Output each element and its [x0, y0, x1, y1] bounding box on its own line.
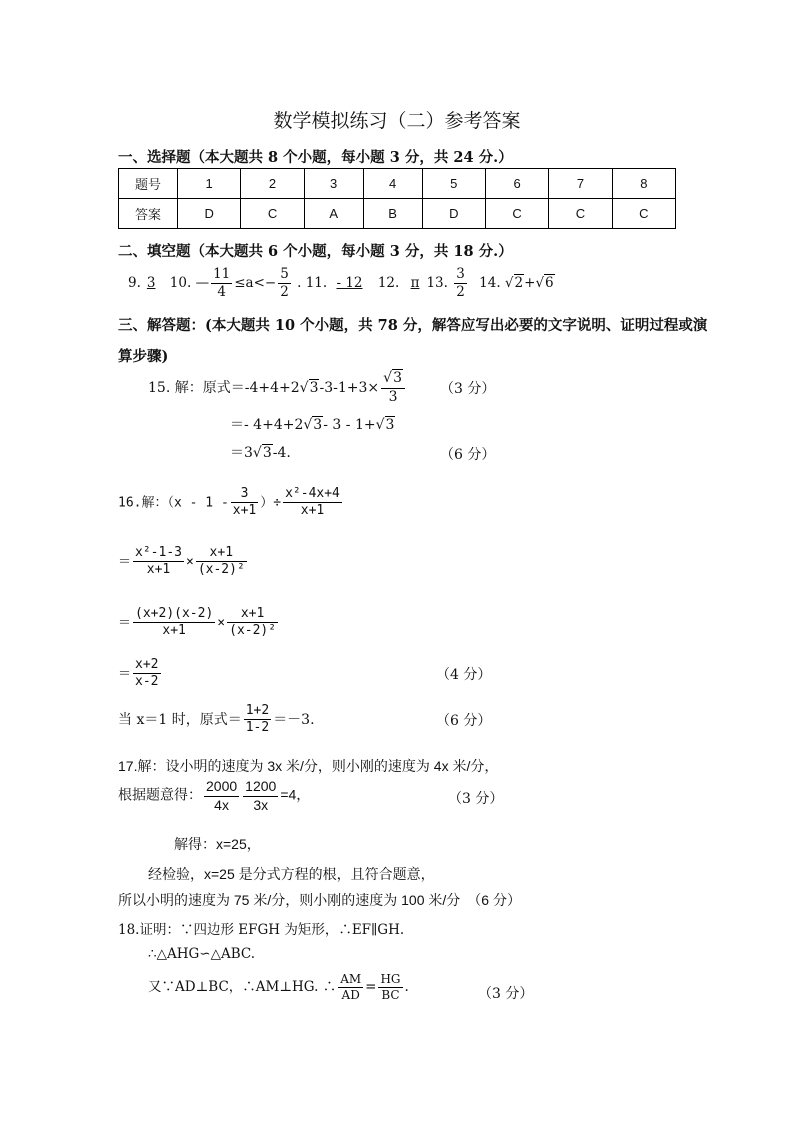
table-cell: 5 [422, 169, 485, 199]
q18-score-1: （3 分） [478, 986, 534, 1002]
sqrt: √3 [375, 417, 395, 433]
q17-line-3: 解得：x=25， [174, 836, 261, 852]
fraction: $\frac{x+2}{x-2}$ [135, 657, 159, 690]
q10-middle: ≤a<− [234, 274, 277, 291]
table-cell: 6 [485, 169, 548, 199]
table-row-answers [119, 199, 676, 229]
table-cell: 2 [241, 169, 304, 199]
q17-line-5: 所以小明的速度为 75 米/分，则小刚的速度为 100 米/分 （6 分） [118, 892, 521, 908]
q12-answer: π [410, 274, 420, 291]
q11-label: . 11. [297, 274, 328, 291]
q18-line-3: 又∵AD⊥BC，∴AM⊥HG. ∴ $\frac{AM}{AD}$ = $\frac{HG}{BC}$ . [148, 972, 409, 1002]
sqrt: √3 [252, 445, 272, 461]
q11-answer: - 12 [336, 274, 363, 291]
section-1-header: 一、选择题（本大题共 8 个小题，每小题 3 分，共 24 分.） [118, 149, 513, 166]
table-cell: C [549, 199, 612, 229]
q15-score-2: （6 分） [440, 447, 496, 463]
q16-line-5: 当 x＝1 时，原式＝ $\frac{1+2}{1-2}$ ＝－3. [118, 703, 315, 736]
section-3-header-cont: 算步骤) [118, 348, 169, 365]
fraction: $\frac{2000}{4x}$ [206, 778, 238, 813]
q17-line-4: 经检验，x=25 是分式方程的根，且符合题意， [148, 866, 435, 882]
q17-line-2: 根据题意得： $\frac{2000}{4x}$ $\frac{1200}{3x}$ =4， [118, 778, 311, 813]
sqrt: √3 [303, 417, 323, 433]
fraction: $\frac{5}{2}$ [280, 266, 289, 300]
q10-prefix: — [195, 274, 210, 291]
fraction: $\frac{11}{4}$ [213, 266, 231, 300]
fraction: $\frac{x+1}{\text{(x-2)²}}$ [197, 545, 245, 578]
q15-line-3: ＝3√3-4. [230, 445, 291, 461]
fraction: $\frac{3}{2}$ [456, 266, 465, 300]
table-cell: 8 [612, 169, 675, 199]
row-label-number: 题号 [119, 169, 178, 199]
section-3-header: 三、解答题：(本大题共 10 个小题，共 78 分，解答应写出必要的文字说明、证明过程或演 [118, 317, 708, 334]
table-cell: 4 [363, 169, 422, 199]
table-cell: C [241, 199, 304, 229]
table-cell: 1 [178, 169, 241, 199]
fraction: $\frac{\text{x²-1-3}}{x+1}$ [135, 545, 182, 578]
q15-line-2: ＝- 4+4+2√3- 3 - 1+√3 [230, 417, 395, 433]
fraction: $\frac{\text{x²-4x+4}}{x+1}$ [285, 486, 340, 519]
fraction: $\frac{(x+2)(x-2)}{x+1}$ [135, 606, 214, 639]
q9-answer: 3 [146, 274, 156, 291]
q16-line-1: 16.解：（x - 1 - $\frac{3}{x+1}$ ）÷ $\frac{\text{x²-4x+4}}{x+1}$ [118, 486, 340, 519]
q17-line-1: 17.解：设小明的速度为 3x 米/分，则小刚的速度为 4x 米/分， [118, 758, 499, 774]
answer-table [118, 168, 676, 229]
q18-line-1: 18.证明：∵四边形 EFGH 为矩形，∴EF∥GH. [118, 922, 405, 938]
fraction: $\frac{x+1}{\text{(x-2)²}}$ [229, 606, 277, 639]
q16-score-1: （4 分） [436, 667, 492, 683]
table-row-numbers [119, 169, 676, 199]
q9-label: 9. [128, 274, 141, 291]
section-2-header: 二、填空题（本大题共 6 个小题，每小题 3 分，共 18 分.） [118, 243, 513, 260]
table-cell: D [422, 199, 485, 229]
table-cell: B [363, 199, 422, 229]
q16-line-4: ＝ $\frac{x+2}{x-2}$ [118, 657, 159, 690]
q18-line-2: ∴△AHG∽△ABC. [148, 946, 256, 962]
fraction: $\frac{AM}{AD}$ [340, 972, 362, 1002]
q16-line-3: ＝ $\frac{(x+2)(x-2)}{x+1}$ × $\frac{x+1}{\text{(x-2)²}}$ [118, 606, 277, 639]
fraction: $\frac{1200}{3x}$ [245, 778, 277, 813]
q15-score-1: （3 分） [440, 381, 496, 397]
q17-score-1: （3 分） [448, 791, 504, 807]
table-cell: 7 [549, 169, 612, 199]
row-label-answer: 答案 [119, 199, 178, 229]
table-cell: C [612, 199, 675, 229]
fraction: $\frac{1+2}{1-2}$ [245, 703, 270, 736]
fraction: $\frac{3}{x+1}$ [232, 486, 257, 519]
q10-label: 10. [169, 274, 192, 291]
sqrt: √3 [299, 380, 319, 396]
q15-line-1: 15. 解：原式＝-4+4+2√3-3-1+3× $\frac{√3}{3}$ [148, 370, 407, 406]
q12-label: 12. [377, 274, 400, 291]
fill-in-answers: 9. 3 10. — $\frac{11}{4}$ ≤a<− $\frac{5}{2}$ . 11. - 12 12. π 13. $\frac{3}{2}$ 14. √2+√6 [128, 266, 554, 300]
q16-score-2: （6 分） [436, 713, 492, 729]
table-cell: C [485, 199, 548, 229]
q13-label: 13. [426, 274, 448, 291]
table-cell: D [178, 199, 241, 229]
table-cell: 3 [304, 169, 363, 199]
sqrt: √6 [535, 274, 554, 291]
table-cell: A [304, 199, 363, 229]
page-title: 数学模拟练习（二）参考答案 [273, 110, 521, 132]
fraction: $\frac{HG}{BC}$ [380, 972, 401, 1002]
q14-label: 14. [479, 274, 501, 291]
fraction: $\frac{√3}{3}$ [381, 370, 405, 406]
q16-line-2: ＝ $\frac{\text{x²-1-3}}{x+1}$ × $\frac{x+1}{\text{(x-2)²}}$ [118, 545, 245, 578]
sqrt: √2 [504, 274, 524, 291]
